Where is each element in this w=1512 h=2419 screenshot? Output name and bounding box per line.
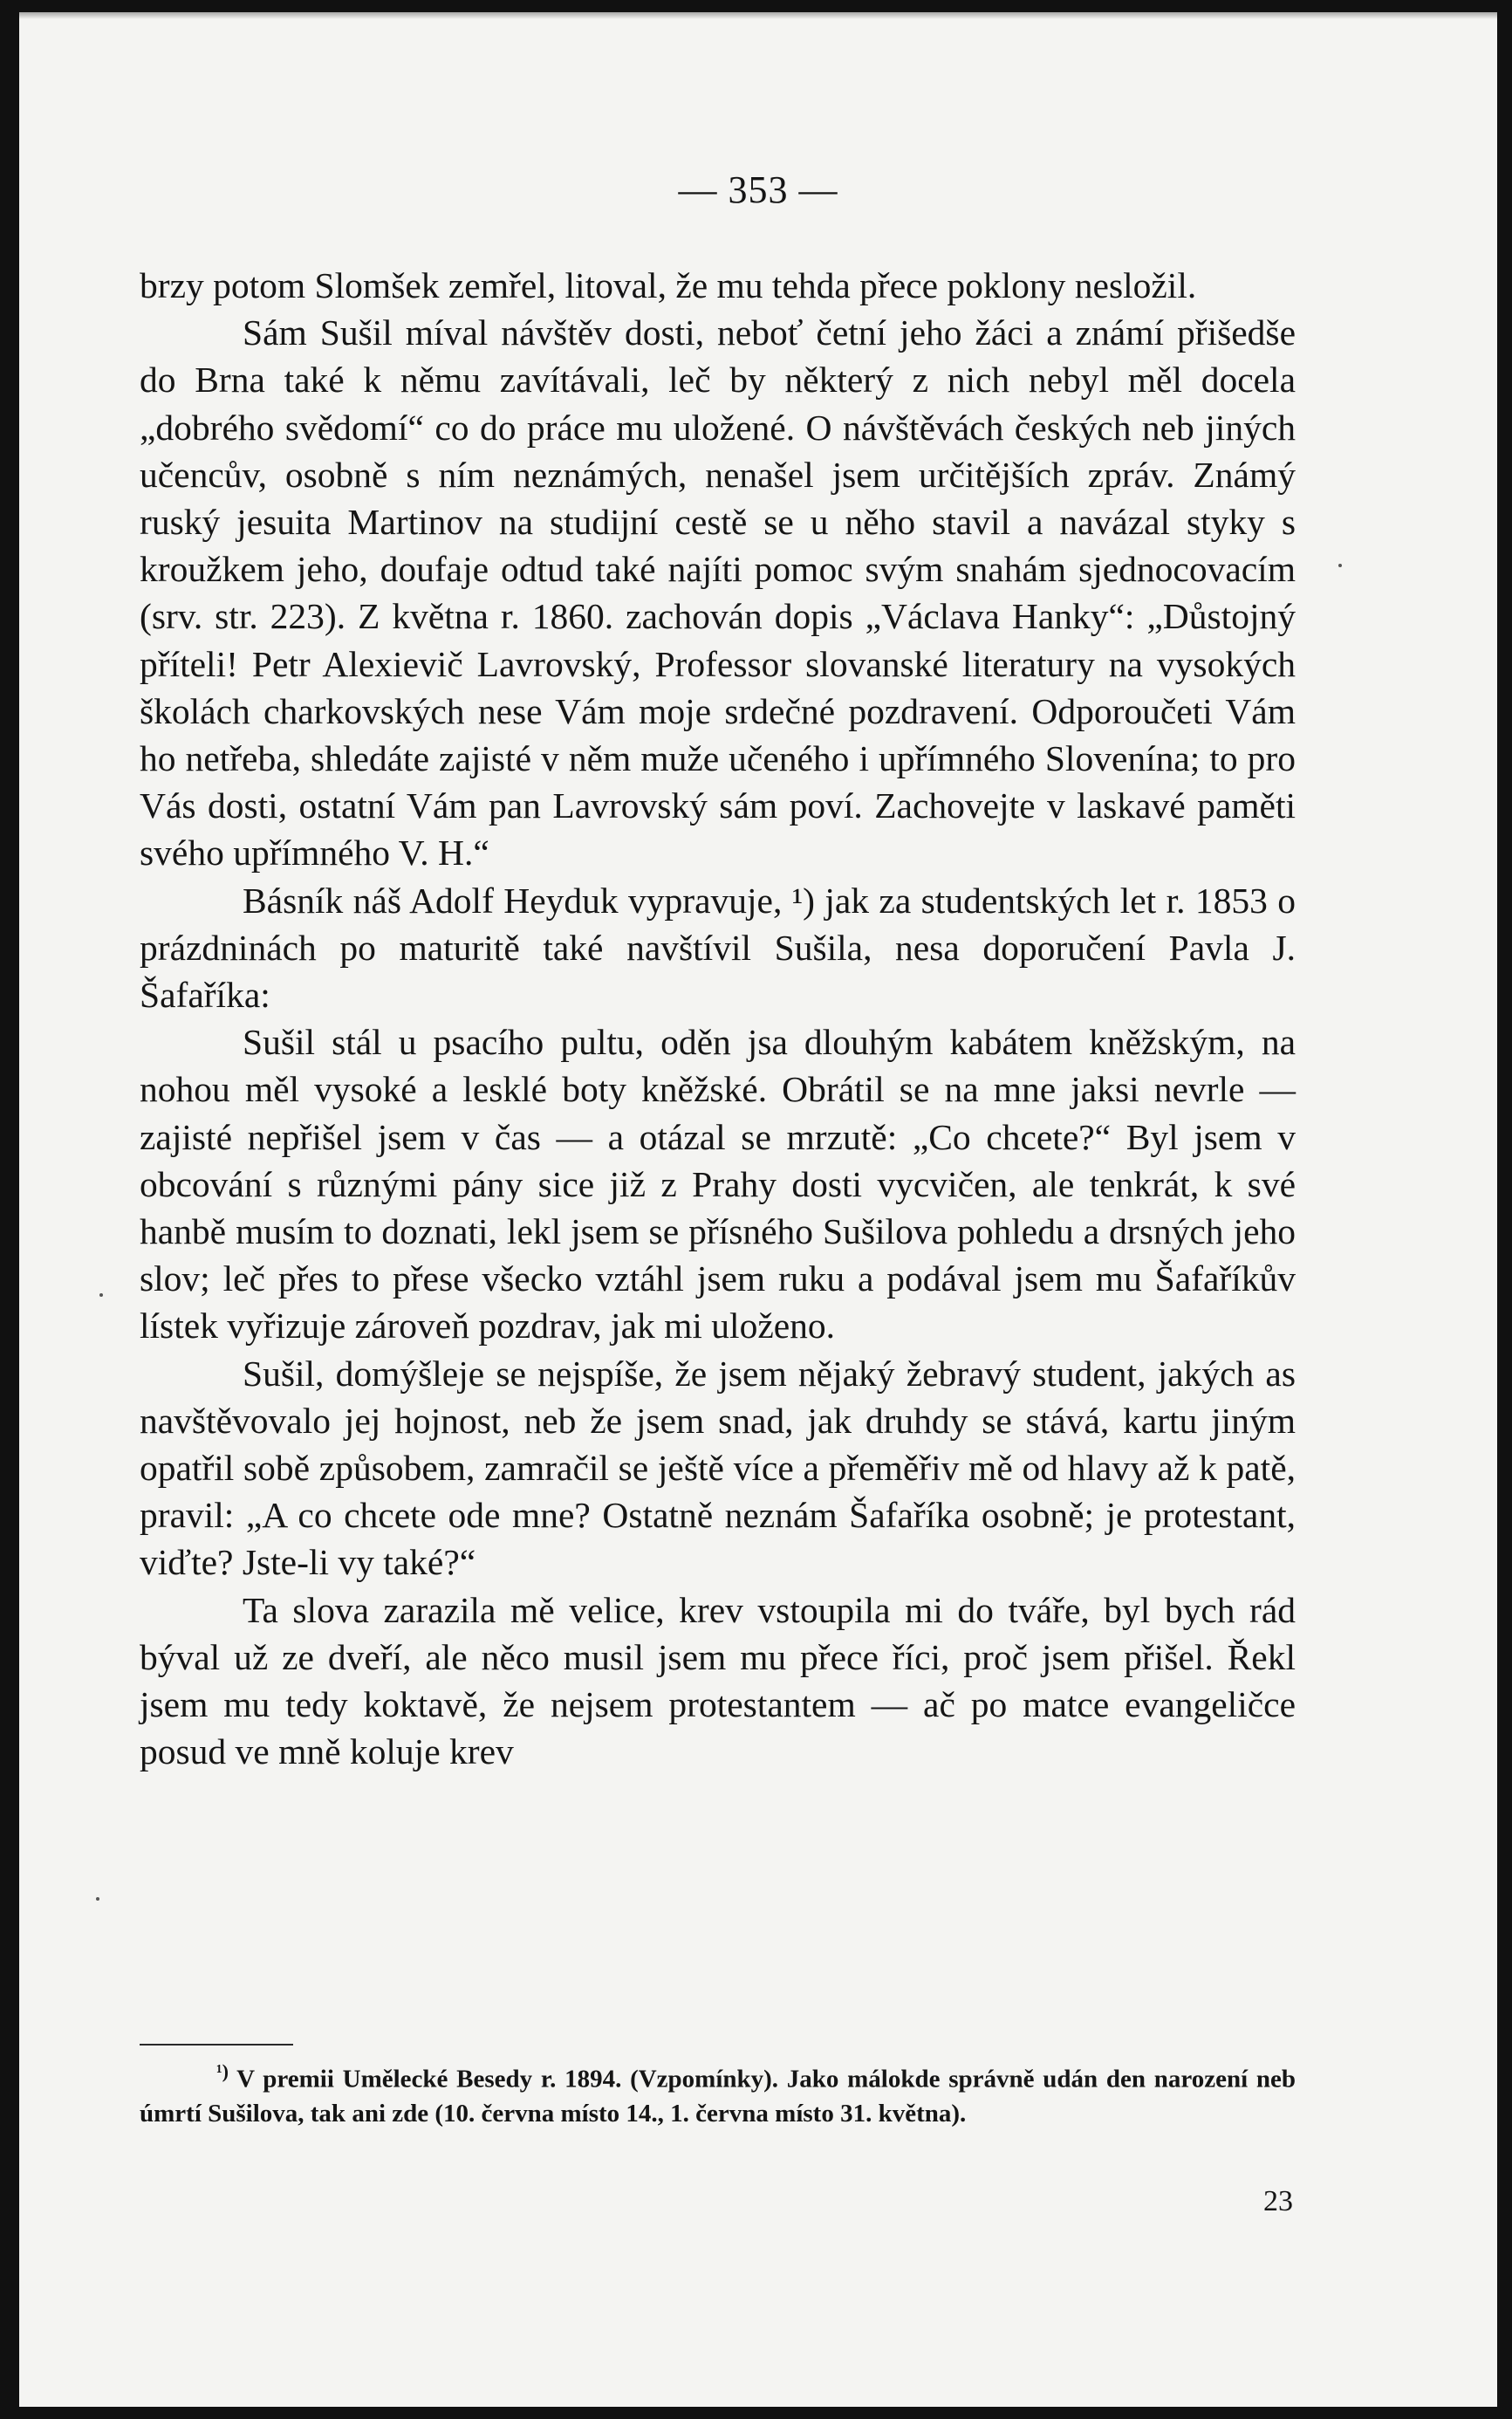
page-number: — 353 — bbox=[678, 168, 838, 211]
scan-speck bbox=[99, 1293, 103, 1297]
paragraph-3: Básník náš Adolf Heyduk vypravuje, ¹) jak za studentských let r. 1853 o prázdninách po maturitě také navštívil Sušila, nesa doporučení Pavla J. Šafaříka: bbox=[140, 880, 1296, 1016]
paragraph-6: Ta slova zarazila mě velice, krev vstoupila mi do tváře, byl bych rád býval už ze dveří, ale něco musil jsem mu přece říci, proč jsem přišel. Řekl jsem mu tedy koktavě, že nejsem protestantem — ač po matce evangeličce posud ve mně koluje krev bbox=[140, 1589, 1296, 1772]
footnote-mark: ¹) bbox=[216, 2060, 229, 2082]
footnote-divider bbox=[140, 2044, 293, 2046]
scan-speck bbox=[1338, 564, 1342, 567]
paragraph-5: Sušil, domýšleje se nejspíše, že jsem nějaký žebravý student, jakých as navštěvovalo jej hojnost, neb že jsem snad, jak druhdy se stává, kartu jiným opatřil sobě způsobem, zamračil se ještě více a přeměřiv mě od hlavy až k patě, pravil: „A co chcete ode mne? Ostatně neznám Šafaříka osobně; je protestant, viďte? Jste-li vy také?“ bbox=[140, 1353, 1296, 1583]
footnote-text: V premii Umělecké Besedy r. 1894. (Vzpomínky). Jako málokde správně udán den narození neb úmrtí Sušilova, tak ani zde (10. června místo 14., 1. června místo 31. května). bbox=[140, 2065, 1296, 2128]
printer-signature: 23 bbox=[1263, 2185, 1293, 2217]
scanned-book-page bbox=[19, 12, 1497, 2407]
footnote bbox=[140, 2054, 1296, 2131]
paragraph-2: Sám Sušil míval návštěv dosti, neboť četní jeho žáci a známí přišedše do Brna také k němu zavítávali, leč by některý z nich nebyl měl docela „dobrého svědomí“ co do práce mu uložené. O návštěvách českých neb jiných učencův, osobně s ním neznámých, nenašel jsem určitějších zpráv. Známý ruský jesuita Martinov na studijní cestě se u něho stavil a navázal styky s kroužkem jeho, doufaje odtud také najíti pomoc svým snahám sjednocovacím (srv. str. 223). Z května r. 1860. zachován dopis „Václava Hanky“: „Důstojný příteli! Petr Alexievič Lavrovský, Professor slovanské literatury na vysokých školách charkovských nese Vám moje srdečné pozdravení. Odporoučeti Vám ho netřeba, shledáte zajisté v něm muže učeného i upřímného Slovenína; to pro Vás dosti, ostatní Vám pan Lavrovský sám poví. Zachovejte v laskavé paměti svého upřímného V. H.“ bbox=[140, 312, 1296, 874]
paragraph-1: brzy potom Slomšek zemřel, litoval, že mu tehda přece poklony nesložil. bbox=[140, 265, 1197, 305]
scan-speck bbox=[96, 1897, 99, 1901]
paragraph-4: Sušil stál u psacího pultu, oděn jsa dlouhým kabátem kněžským, na nohou měl vysoké a lesklé boty kněžské. Obrátil se na mne jaksi nevrle — zajisté nepřišel jsem v čas — a otázal se mrzutě: „Co chcete?“ Byl jsem v obcování s různými pány sice již z Prahy dosti vycvičen, ale tenkrát, k své hanbě musím to doznati, lekl jsem se přísného Sušilova pohledu a drsných jeho slov; leč přes to přese všecko vztáhl jsem ruku a podával jsem mu Šafaříkův lístek vyřizuje zároveň pozdrav, jak mi uloženo. bbox=[140, 1022, 1296, 1347]
page-top-edge bbox=[19, 12, 1497, 19]
main-text-column bbox=[140, 262, 1296, 1776]
